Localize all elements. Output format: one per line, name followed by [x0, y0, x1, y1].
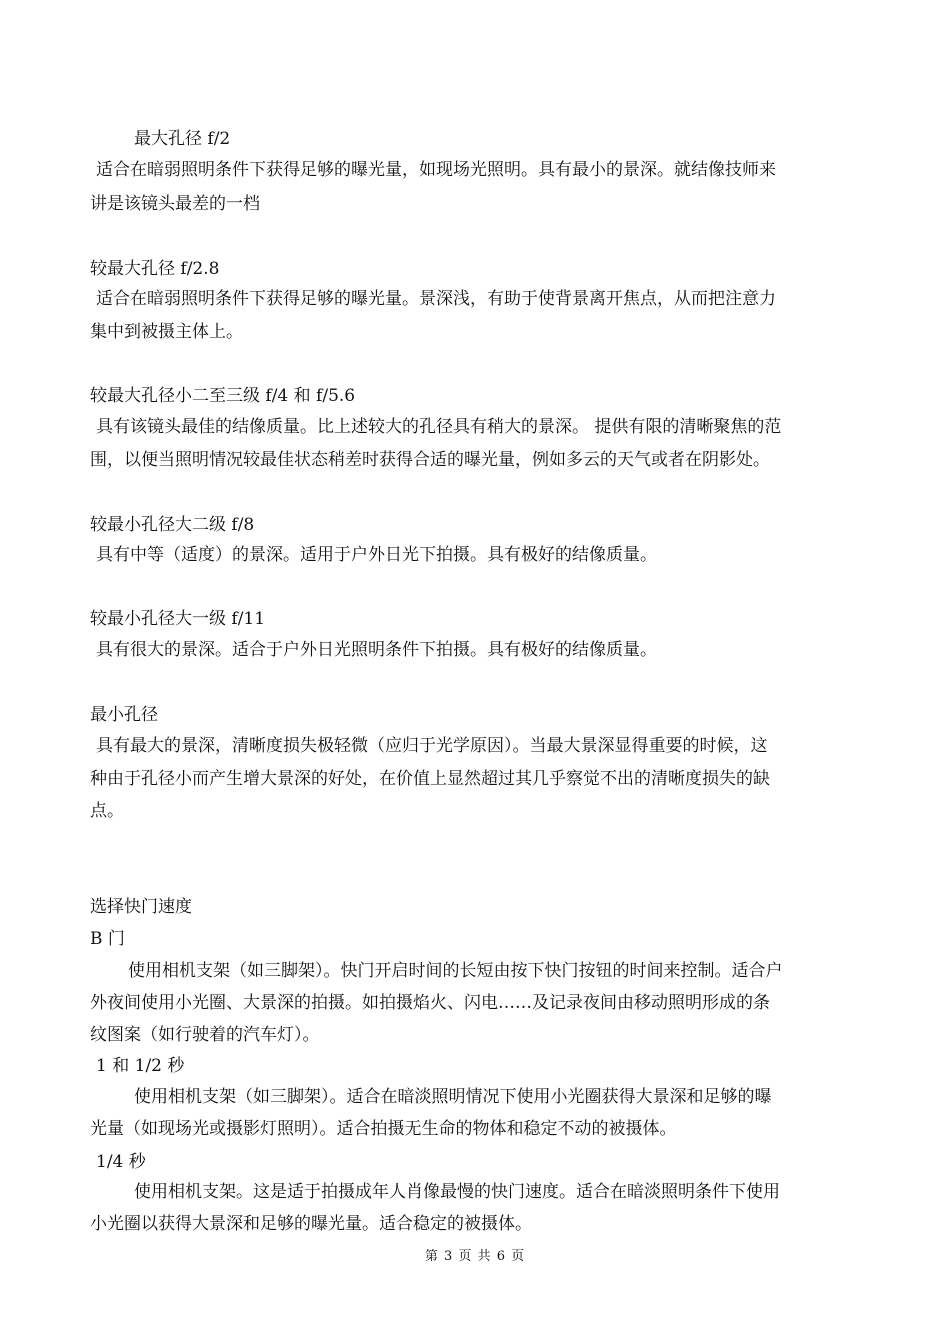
section-heading: 最小孔径: [90, 705, 158, 725]
paragraph-line: 集中到被摄主体上。: [90, 322, 243, 342]
shutter-heading: 1/4 秒: [96, 1152, 146, 1172]
section-heading: 较最大孔径小二至三级 f/4 和 f/5.6: [90, 386, 356, 406]
paragraph-line: 使用相机支架（如三脚架）。适合在暗淡照明情况下使用小光圈获得大景深和足够的曝: [134, 1087, 772, 1107]
section-heading: 较最小孔径大一级 f/11: [90, 609, 266, 629]
paragraph-line: 适合在暗弱照明条件下获得足够的曝光量，如现场光照明。具有最小的景深。就结像技师来: [96, 160, 776, 180]
paragraph-line: 小光圈以获得大景深和足够的曝光量。适合稳定的被摄体。: [90, 1214, 532, 1234]
section-heading: 较最小孔径大二级 f/8: [90, 515, 255, 535]
paragraph-line: 适合在暗弱照明条件下获得足够的曝光量。景深浅，有助于使背景离开焦点，从而把注意力: [96, 289, 776, 309]
section-heading: 较最大孔径 f/2.8: [90, 259, 220, 279]
paragraph-line: 外夜间使用小光圈、大景深的拍摄。如拍摄焰火、闪电……及记录夜间由移动照明形成的条: [90, 993, 770, 1013]
paragraph-line: 种由于孔径小而产生增大景深的好处，在价值上显然超过其几乎察觉不出的清晰度损失的缺: [90, 769, 770, 789]
page-footer: 第 3 页 共 6 页: [424, 1249, 526, 1264]
paragraph-line: 围，以便当照明情况较最佳状态稍差时获得合适的曝光量，例如多云的天气或者在阴影处。: [90, 450, 770, 470]
paragraph-line: 使用相机支架。这是适于拍摄成年人肖像最慢的快门速度。适合在暗淡照明条件下使用: [134, 1182, 780, 1202]
shutter-title: 选择快门速度: [90, 897, 192, 917]
paragraph-line: 具有该镜头最佳的结像质量。比上述较大的孔径具有稍大的景深。 提供有限的清晰聚焦的范: [96, 417, 782, 437]
section-heading: 最大孔径 f/2: [134, 129, 231, 149]
paragraph-line: 具有很大的景深。适合于户外日光照明条件下拍摄。具有极好的结像质量。: [96, 640, 657, 660]
paragraph-line: 具有最大的景深，清晰度损失极轻微（应归于光学原因）。当最大景深显得重要的时候，这: [96, 736, 768, 756]
shutter-heading: B 门: [90, 929, 125, 949]
paragraph-line: 点。: [90, 801, 124, 821]
shutter-heading: 1 和 1/2 秒: [96, 1056, 185, 1076]
paragraph-line: 使用相机支架（如三脚架）。快门开启时间的长短由按下快门按钮的时间来控制。适合户: [128, 961, 783, 981]
paragraph-line: 光量（如现场光或摄影灯照明）。适合拍摄无生命的物体和稳定不动的被摄体。: [90, 1119, 677, 1139]
paragraph-line: 具有中等（适度）的景深。适用于户外日光下拍摄。具有极好的结像质量。: [96, 545, 657, 565]
paragraph-line: 纹图案（如行驶着的汽车灯）。: [90, 1025, 320, 1045]
paragraph-line: 讲是该镜头最差的一档: [90, 194, 260, 214]
